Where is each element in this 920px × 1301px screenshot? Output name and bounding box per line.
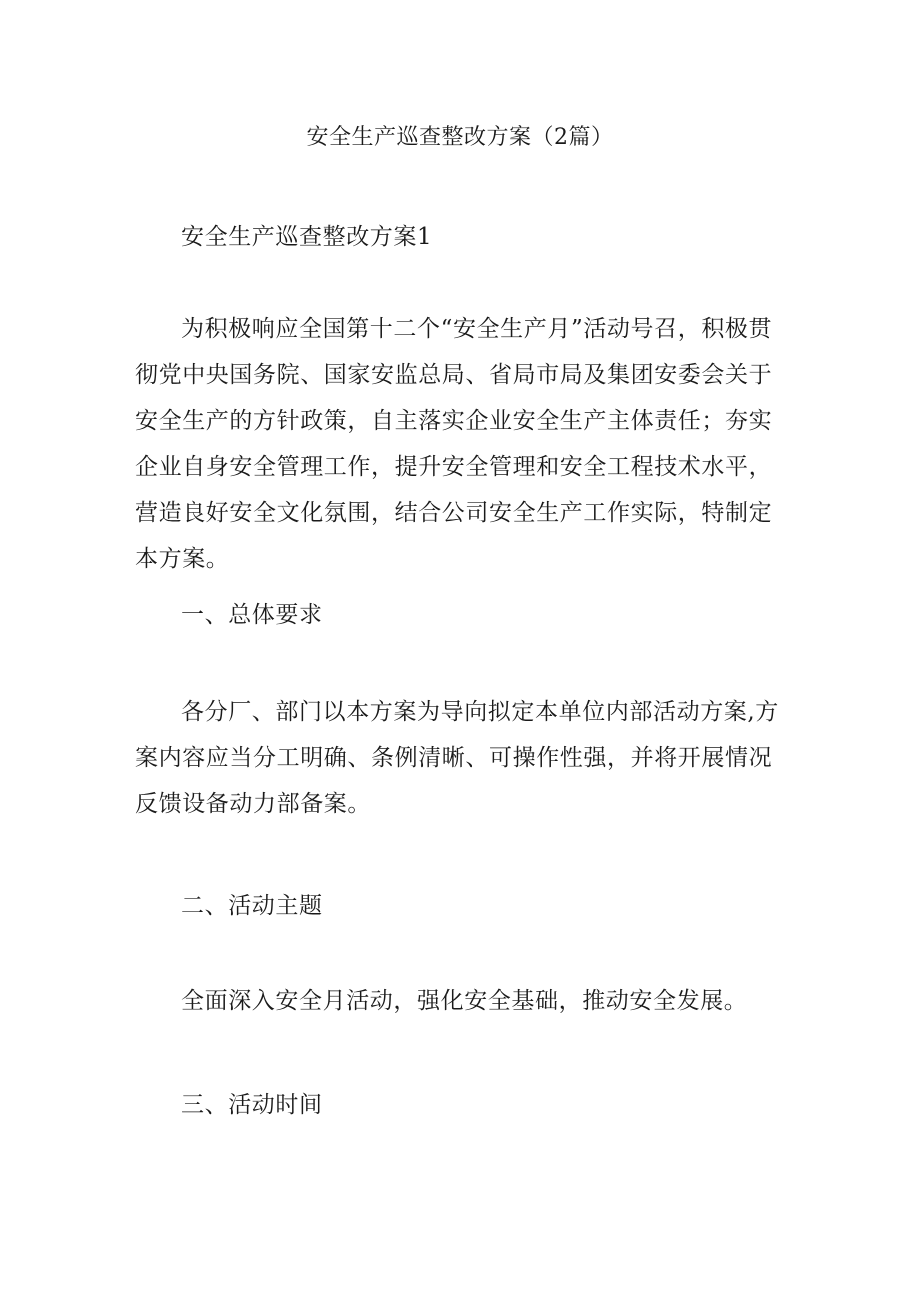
paragraph-requirements: 各分厂、部门以本方案为导向拟定本单位内部活动方案,方案内容应当分工明确、条例清晰、可操作性强，并将开展情况反馈设备动力部备案。	[135, 699, 779, 817]
paragraph-theme: 全面深入安全月活动，强化安全基础，推动安全发展。	[181, 988, 748, 1014]
document-subtitle: 安全生产巡查整改方案1	[181, 224, 433, 250]
section-heading-time: 三、活动时间	[181, 1092, 323, 1118]
section-heading-requirements: 一、总体要求	[181, 602, 323, 628]
document-title: 安全生产巡查整改方案（2篇）	[306, 125, 614, 150]
section-heading-theme: 二、活动主题	[181, 893, 323, 919]
paragraph-intro: 为积极响应全国第十二个“安全生产月”活动号召，积极贯彻党中央国务院、国家安监总局、省局市局及集团安委会关于安全生产的方针政策，自主落实企业安全生产主体责任；夯实企业自身安全管理工作，提升安全管理和安全工程技术水平，营造良好安全文化氛围，结合公司安全生产工作实际，特制定本方案。	[135, 316, 773, 572]
